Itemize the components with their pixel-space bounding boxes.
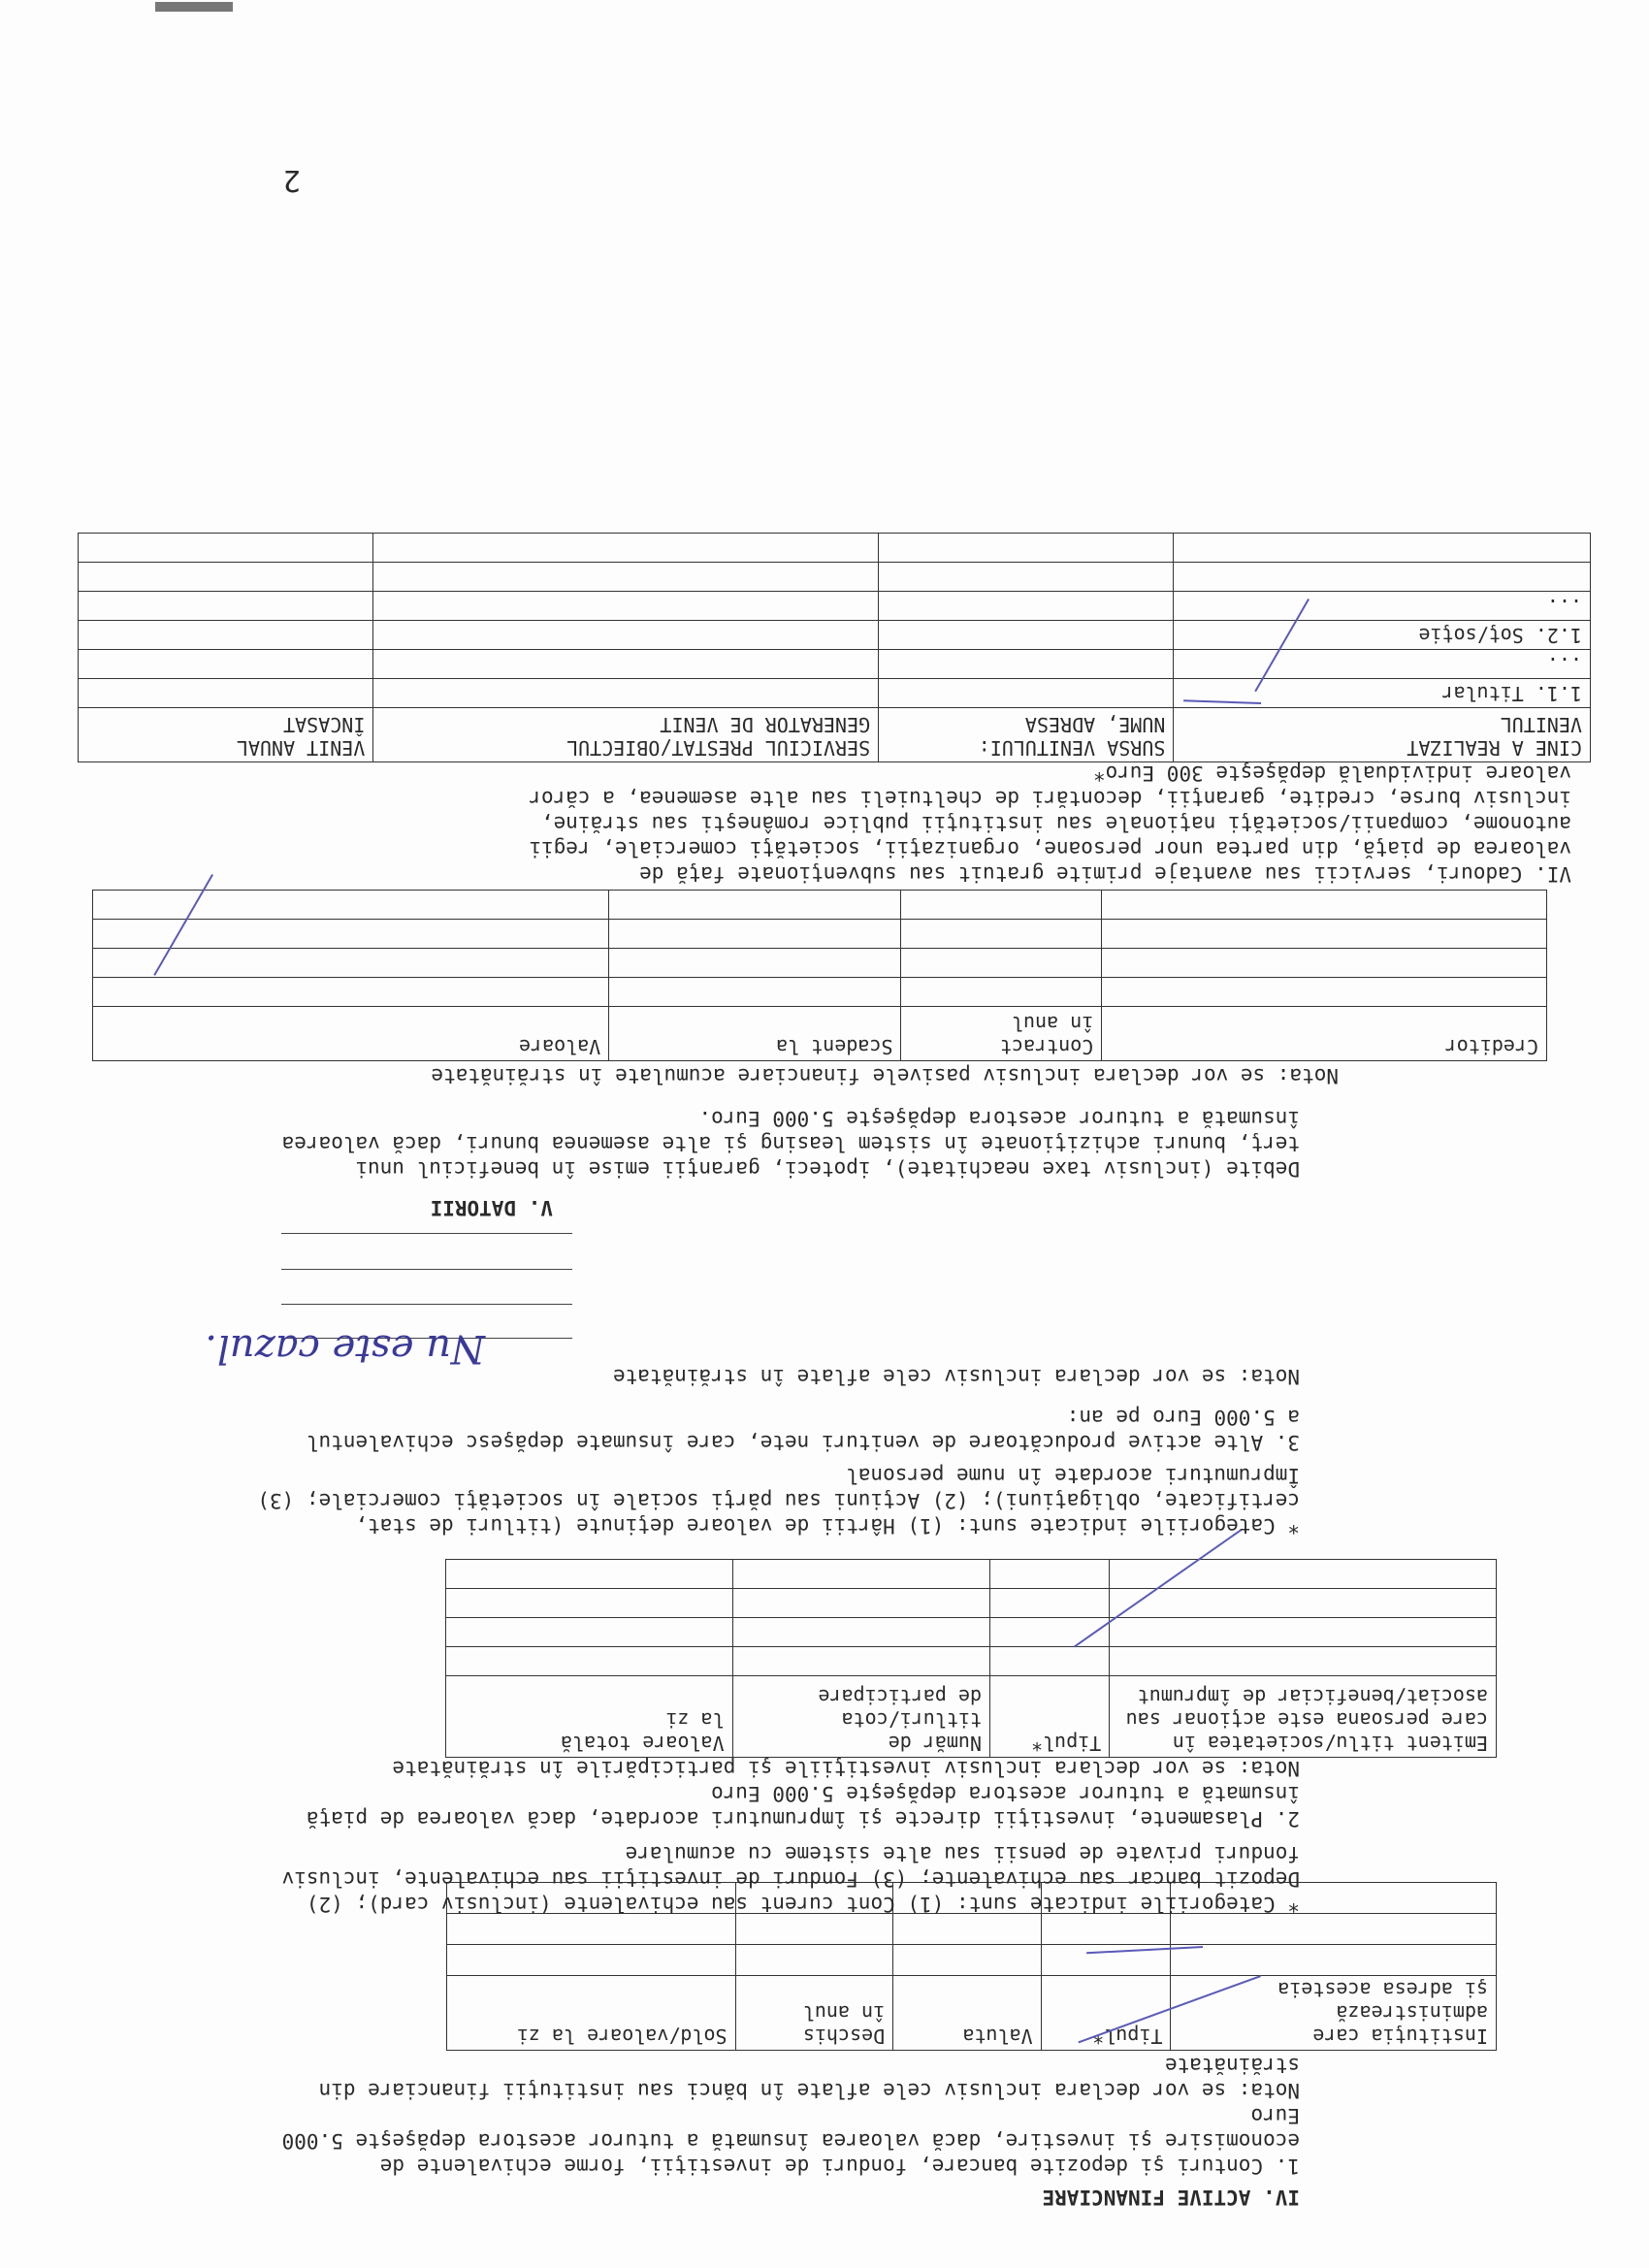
- s1-note-1: Nota: se vor declara inclusiv cele aflate în bănci sau instituţii financiare din: [318, 2079, 1300, 2102]
- table-row: [159, 1618, 1497, 1647]
- investments-table: [158, 1559, 1497, 1758]
- debts-header-contract: Contract în anul: [901, 1007, 1102, 1061]
- s1-note-2: străinătate: [1164, 2054, 1300, 2077]
- table-row: [93, 978, 1547, 1007]
- section-iv-title: IV. ACTIVE FINANCIARE: [1042, 2186, 1300, 2209]
- investments-header-issuer: Emitent titlu/societatea în care persoana este acţionar sau asociat/beneficiar de împrumut: [1110, 1676, 1497, 1758]
- accounts-header-opened: Deschis în anul: [735, 1976, 893, 2051]
- s3-line-2: a 5.000 Euro pe an:: [1066, 1406, 1300, 1429]
- gifts-row-label: ...: [1174, 592, 1591, 621]
- s2-line-2: însumată a tuturor acestora depăşeşte 5.000 Euro: [711, 1782, 1300, 1805]
- s3-note: Nota: se vor declara inclusiv cele aflate în străinătate: [612, 1365, 1300, 1388]
- accounts-header-balance: Sold/valoare la zi: [447, 1976, 735, 2051]
- vi-line-4: inclusiv burse, credite, garanţii, decontări de cheltuieli sau alte asemenea, a căror: [529, 787, 1571, 810]
- s3-line-1: 3. Alte active producătoare de venituri nete, care însumate depăşesc echivalentul: [306, 1431, 1300, 1454]
- accounts-header-type: Tipul*: [1041, 1976, 1171, 2051]
- s1-footnote-2: Depozit bancar sau echivalente; (3) Fonduri de investiţii sau echivalente, inclusiv: [281, 1867, 1300, 1891]
- table-row: [159, 1647, 1497, 1676]
- gifts-row-label: 1.1. Titular: [1174, 679, 1591, 708]
- s2-line-1: 2. Plasamente, investiţii directe şi împrumuturi acordate, dacă valoarea de piaţă: [306, 1807, 1300, 1831]
- s1-line-1: 1. Conturi şi depozite bancare, fonduri de investiţii, forme echivalente de: [379, 2155, 1300, 2178]
- table-row: [79, 534, 1591, 563]
- v-note: Nota: se vor declara inclusiv pasivele financiare acumulate în străinătate: [431, 1064, 1339, 1087]
- gifts-header-income: VENIT ANUAL ÎNCASAT: [79, 708, 373, 762]
- s1-footnote-3: fonduri private de pensii sau alte sisteme cu acumulare: [625, 1842, 1300, 1865]
- s2-footnote-2: certificate, obligaţiuni); (2) Acţiuni sau părţi sociale în societăţi comerciale; (3): [257, 1489, 1300, 1512]
- table-row: [159, 1560, 1497, 1589]
- table-row: [79, 592, 1591, 621]
- gifts-header-source: SURSA VENITULUI: NUME, ADRESA: [879, 708, 1174, 762]
- debts-header-value: Valoare: [93, 1007, 609, 1061]
- table-row: [159, 1914, 1497, 1945]
- section-v-title: V. DATORII: [430, 1196, 553, 1219]
- vi-line-1: VI. Cadouri, servicii sau avantaje primite gratuit sau subvenţionate faţă de: [639, 862, 1571, 886]
- investments-header-type: Tipul*: [990, 1676, 1110, 1758]
- gifts-row-label: ...: [1174, 650, 1591, 679]
- investments-header-shares: Număr de titluri/cota de participare: [732, 1676, 989, 1758]
- gifts-header-who: CINE A REALIZAT VENITUL: [1174, 708, 1591, 762]
- table-row: [159, 1589, 1497, 1618]
- table-row: [93, 949, 1547, 978]
- gifts-table: [78, 533, 1591, 762]
- s1-line-3: Euro: [1250, 2104, 1300, 2127]
- table-row: [93, 920, 1547, 949]
- v-line-1: Debite (inclusiv taxe neachitate), ipoteci, garanţii emise în beneficiul unui: [355, 1157, 1300, 1181]
- s2-footnote-3: Împrumuturi acordate în nume personal: [846, 1464, 1300, 1487]
- debts-table: [92, 890, 1547, 1061]
- vi-line-2: valoarea de piaţă, din partea unor persoane, organizaţii, societăţi comerciale, regii: [529, 837, 1571, 860]
- debts-header-due: Scadent la: [609, 1007, 901, 1061]
- investments-header-value: Valoare totală la zi: [446, 1676, 732, 1758]
- s1-line-2: economisire şi investire, dacă valoarea însumată a tuturor acestora depăşeşte 5.000: [281, 2129, 1300, 2153]
- s2-footnote-1: * Categoriile indicate sunt: (1) Hârtii de valoare deţinute (titluri de stat,: [355, 1514, 1300, 1538]
- table-row: [159, 1945, 1497, 1976]
- scan-artifact: [155, 2, 233, 12]
- debts-header-creditor: Creditor: [1102, 1007, 1547, 1061]
- accounts-header-currency: Valuta: [893, 1976, 1042, 2051]
- handwritten-note: Nu este cazul.: [205, 1326, 485, 1371]
- s1-footnote-1: * Categoriile indicate sunt: (1) Cont curent sau echivalente (inclusiv card); (2): [306, 1893, 1300, 1916]
- gifts-row-label: [1174, 563, 1591, 592]
- table-row: [79, 621, 1591, 650]
- v-line-2: terţ, bunuri achiziţionate în sistem leasing şi alte asemenea bunuri, dacă valoarea: [281, 1132, 1300, 1155]
- vi-line-5: valoare individuală depăşeşte 300 Euro*: [1092, 761, 1571, 785]
- s2-note: Nota: se vor declara inclusiv investiţiile şi participările în străinătate: [392, 1757, 1300, 1780]
- table-row: [79, 563, 1591, 592]
- table-row: [79, 679, 1591, 708]
- gifts-row-label: 1.2. Soţ/soţie: [1174, 621, 1591, 650]
- page-number: 2: [282, 163, 301, 197]
- vi-line-3: autonome, companii/societăţi naţionale sau instituţii publice româneşti sau străine,: [540, 812, 1571, 835]
- table-row: [79, 650, 1591, 679]
- gifts-header-service: SERVICIUL PRESTAT/OBIECTUL GENERATOR DE VENIT: [373, 708, 879, 762]
- accounts-header-institution: Instituţia care administrează şi adresa acesteia: [1171, 1976, 1497, 2051]
- table-row: [93, 891, 1547, 920]
- v-line-3: însumată a tuturor acestora depăşeşte 5.000 Euro.: [698, 1107, 1300, 1130]
